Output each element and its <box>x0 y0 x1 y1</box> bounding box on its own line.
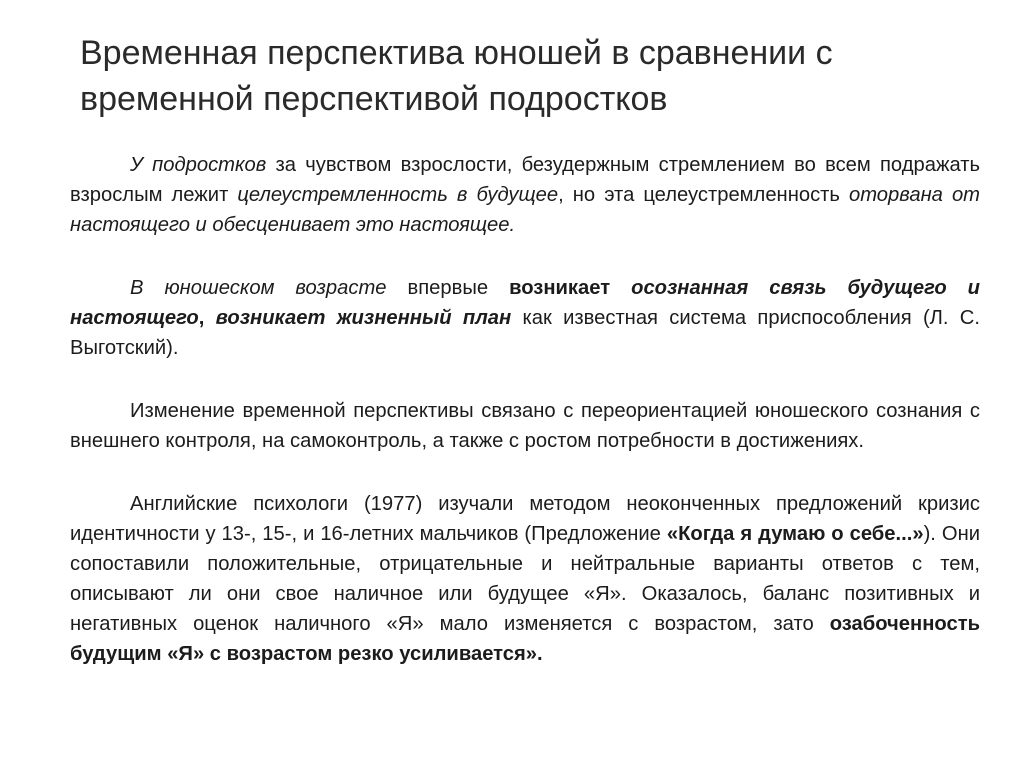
text-run: осознанная связь будущего и настоящего <box>70 277 981 329</box>
text-run: ). Они сопоставили положительные, отрицательные и нейтральные варианты ответов с тем, описывают ли они свое наличное или будущее «Я». Оказалось, баланс позитивных и негативных оценок наличного «Я» мало изменяется с возрастом, зато <box>70 523 981 635</box>
text-run: Изменение временной перспективы связано с переориентацией юношеского сознания с внешнего контроля, на самоконтроль, а также с ростом потребности в достижениях. <box>70 400 980 452</box>
text-run: Английские психологи (1977) изучали методом неоконченных предложений кризис идентичности у 13-, 15-, и 16-летних мальчиков (Предложение <box>70 493 980 545</box>
text-run: возникает <box>509 277 632 299</box>
slide-body <box>70 150 980 669</box>
paragraph-english-psychologists <box>70 489 980 669</box>
text-run: «Когда я думаю о себе...» <box>666 523 924 545</box>
text-run: , <box>198 307 216 329</box>
text-run: за чувством взрослости, безудержным стремлением во всем подражать взрослым лежит <box>70 154 981 206</box>
paragraph-teenagers <box>70 150 980 240</box>
slide-title: Временная перспектива юношей в сравнении с временной перспективой подростков <box>80 34 833 118</box>
text-run: впервые <box>386 277 510 299</box>
text-run: В юношеском возрасте <box>130 277 387 299</box>
text-run: У подростков <box>130 154 267 176</box>
paragraph-perspective-change <box>70 396 980 456</box>
text-run: как известная система приспособления (Л. С. Выготский). <box>70 307 980 359</box>
text-run: оторвана от настоящего и обесценивает это настоящее. <box>70 184 980 236</box>
text-run: целеустремленность в будущее <box>237 184 559 206</box>
text-run: возникает жизненный план <box>215 307 512 329</box>
text-run: , но эта целеустремленность <box>558 184 849 206</box>
paragraph-youth-age <box>70 273 980 363</box>
text-run: озабоченность будущим «Я» с возрастом резко усиливается». <box>70 613 980 665</box>
